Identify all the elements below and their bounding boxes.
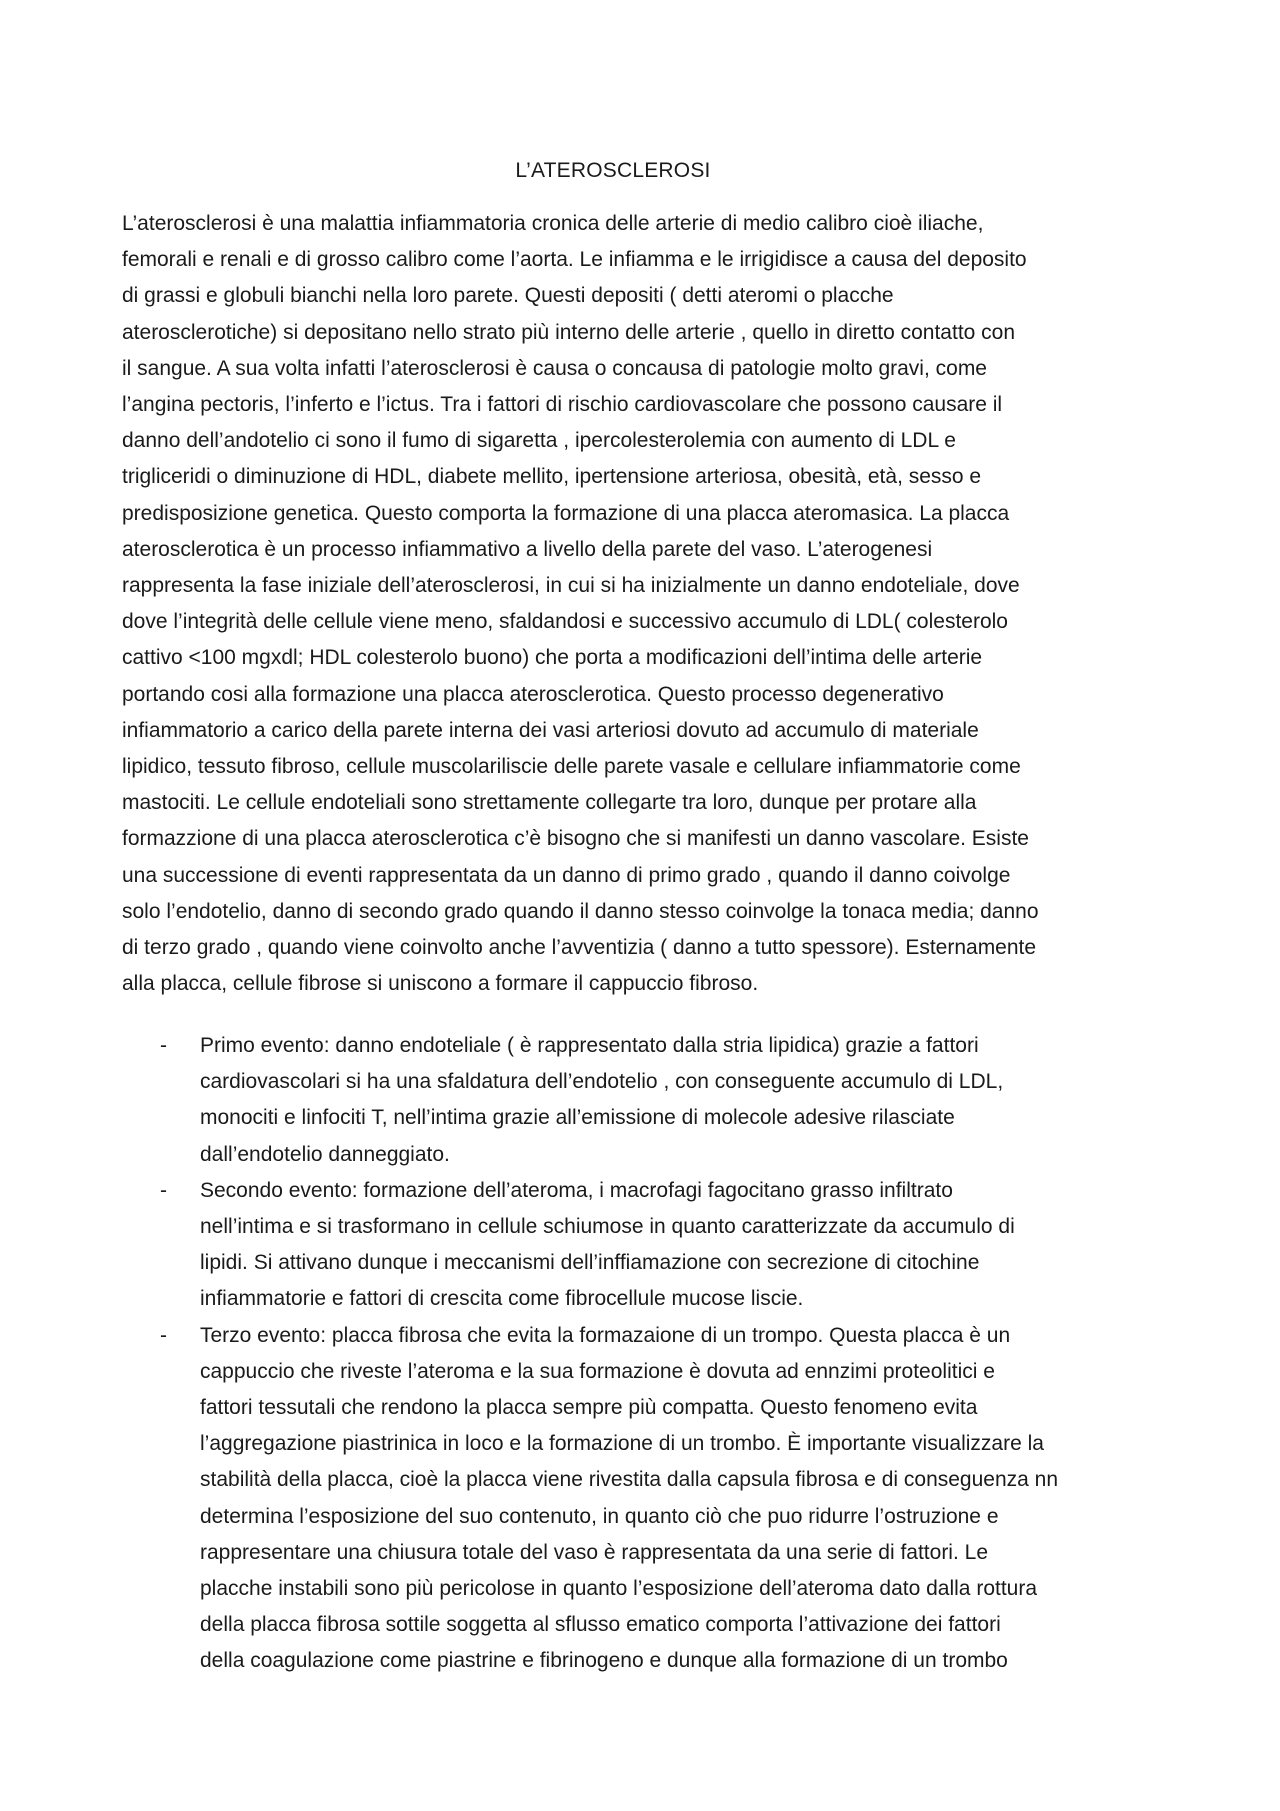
paragraph-line: di grassi e globuli bianchi nella loro parete. Questi depositi ( detti ateromi o placche <box>122 284 894 308</box>
paragraph-line: l’angina pectoris, l’inferto e l’ictus. Tra i fattori di rischio cardiovascolare che possono causare il <box>122 393 1003 417</box>
list-item-line: dall’endotelio danneggiato. <box>200 1142 450 1166</box>
paragraph-line: lipidico, tessuto fibroso, cellule muscolariliscie delle parete vasale e cellulare infiammatorie come <box>122 755 1021 779</box>
list-item-line: determina l’esposizione del suo contenuto, in quanto ciò che puo ridurre l’ostruzione e <box>200 1504 999 1528</box>
list-item-line: della coagulazione come piastrine e fibrinogeno e dunque alla formazione di un trombo <box>200 1649 1008 1673</box>
list-item-line: fattori tessutali che rendono la placca sempre più compatta. Questo fenomeno evita <box>200 1396 978 1420</box>
paragraph-line: dove l’integrità delle cellule viene meno, sfaldandosi e successivo accumulo di LDL( colesterolo <box>122 610 1008 634</box>
list-item-primo-evento <box>160 1028 1170 1173</box>
list-item-line: l’aggregazione piastrinica in loco e la formazione di un trombo. È importante visualizzare la <box>200 1432 1044 1456</box>
paragraph-line: di terzo grado , quando viene coinvolto anche l’avventizia ( danno a tutto spessore). Esternamente <box>122 936 1037 960</box>
paragraph-line: portando cosi alla formazione una placca aterosclerotica. Questo processo degenerativo <box>122 682 944 706</box>
list-item-line: Primo evento: danno endoteliale ( è rappresentato dalla stria lipidica) grazie a fattori <box>200 1034 979 1057</box>
list-item-line: cappuccio che riveste l’ateroma e la sua formazione è dovuta ad ennzimi proteolitici e <box>200 1359 995 1383</box>
paragraph-line: solo l’endotelio, danno di secondo grado quando il danno stesso coinvolge la tonaca media; danno <box>122 899 1039 923</box>
paragraph-line: rappresenta la fase iniziale dell’aterosclerosi, in cui si ha inizialmente un danno endoteliale, dove <box>122 574 1020 598</box>
list-item-line: cardiovascolari si ha una sfaldatura dell’endotelio , con conseguente accumulo di LDL, <box>200 1070 1004 1094</box>
list-item-line: rappresentare una chiusura totale del vaso è rappresentata da una serie di fattori. Le <box>200 1540 989 1564</box>
event-list <box>160 1028 1170 1680</box>
list-item-line: stabilità della placca, cioè la placca viene rivestita dalla capsula fibrosa e di conseguenza nn <box>200 1468 1059 1492</box>
paragraph-line: una successione di eventi rappresentata da un danno di primo grado , quando il danno coivolge <box>122 863 1011 887</box>
list-item-line: placche instabili sono più pericolose in quanto l’esposizione dell’ateroma dato dalla rottura <box>200 1577 1038 1601</box>
document-title: L’ATEROSCLEROSI <box>515 159 711 182</box>
list-item-line: Secondo evento: formazione dell’ateroma, i macrofagi fagocitano grasso infiltrato <box>200 1178 953 1202</box>
body-paragraph <box>122 206 1162 1002</box>
paragraph-line: il sangue. A sua volta infatti l’aterosclerosi è causa o concausa di patologie molto gravi, come <box>122 356 987 380</box>
paragraph-line: danno dell’andotelio ci sono il fumo di sigaretta , ipercolesterolemia con aumento di LDL e <box>122 429 956 453</box>
paragraph-line: mastociti. Le cellule endoteliali sono strettamente collegarte tra loro, dunque per protare alla <box>122 791 977 815</box>
paragraph-line: aterosclerotica è un processo infiammativo a livello della parete del vaso. L’aterogenesi <box>122 537 933 561</box>
list-item-terzo-evento <box>160 1318 1170 1680</box>
paragraph-line: cattivo <100 mgxdl; HDL colesterolo buono) che porta a modificazioni dell’intima delle arterie <box>122 646 983 670</box>
paragraph-line: femorali e renali e di grosso calibro come l’aorta. Le infiamma e le irrigidisce a causa del deposito <box>122 248 1027 272</box>
paragraph-line: infiammatorio a carico della parete interna dei vasi arteriosi dovuto ad accumulo di materiale <box>122 718 979 742</box>
list-item-line: infiammatorie e fattori di crescita come fibrocellule mucose liscie. <box>200 1287 804 1311</box>
bullet-marker: - <box>160 1034 167 1057</box>
list-item-line: lipidi. Si attivano dunque i meccanismi dell’inffiamazione con secrezione di citochine <box>200 1251 980 1275</box>
paragraph-line: predisposizione genetica. Questo comporta la formazione di una placca ateromasica. La placca <box>122 501 1010 525</box>
paragraph-line: formazzione di una placca aterosclerotica c’è bisogno che si manifesti un danno vascolare. Esiste <box>122 827 1029 851</box>
bullet-marker: - <box>160 1323 167 1347</box>
bullet-marker: - <box>160 1178 167 1202</box>
paragraph-line: trigliceridi o diminuzione di HDL, diabete mellito, ipertensione arteriosa, obesità, età, sesso e <box>122 465 982 489</box>
paragraph-line: L’aterosclerosi è una malattia infiammatoria cronica delle arterie di medio calibro cioè iliache, <box>122 212 984 235</box>
list-item-line: della placca fibrosa sottile soggetta al sflusso ematico comporta l’attivazione dei fattori <box>200 1613 1001 1637</box>
paragraph-line: aterosclerotiche) si depositano nello strato più interno delle arterie , quello in diretto contatto con <box>122 320 1016 344</box>
list-item-line: nell’intima e si trasformano in cellule schiumose in quanto caratterizzate da accumulo di <box>200 1215 1015 1239</box>
paragraph-line: alla placca, cellule fibrose si uniscono a formare il cappuccio fibroso. <box>122 972 759 996</box>
list-item-line: Terzo evento: placca fibrosa che evita la formazaione di un trompo. Questa placca è un <box>200 1323 1011 1347</box>
list-item-line: monociti e linfociti T, nell’intima grazie all’emissione di molecole adesive rilasciate <box>200 1106 955 1130</box>
list-item-secondo-evento <box>160 1173 1170 1318</box>
